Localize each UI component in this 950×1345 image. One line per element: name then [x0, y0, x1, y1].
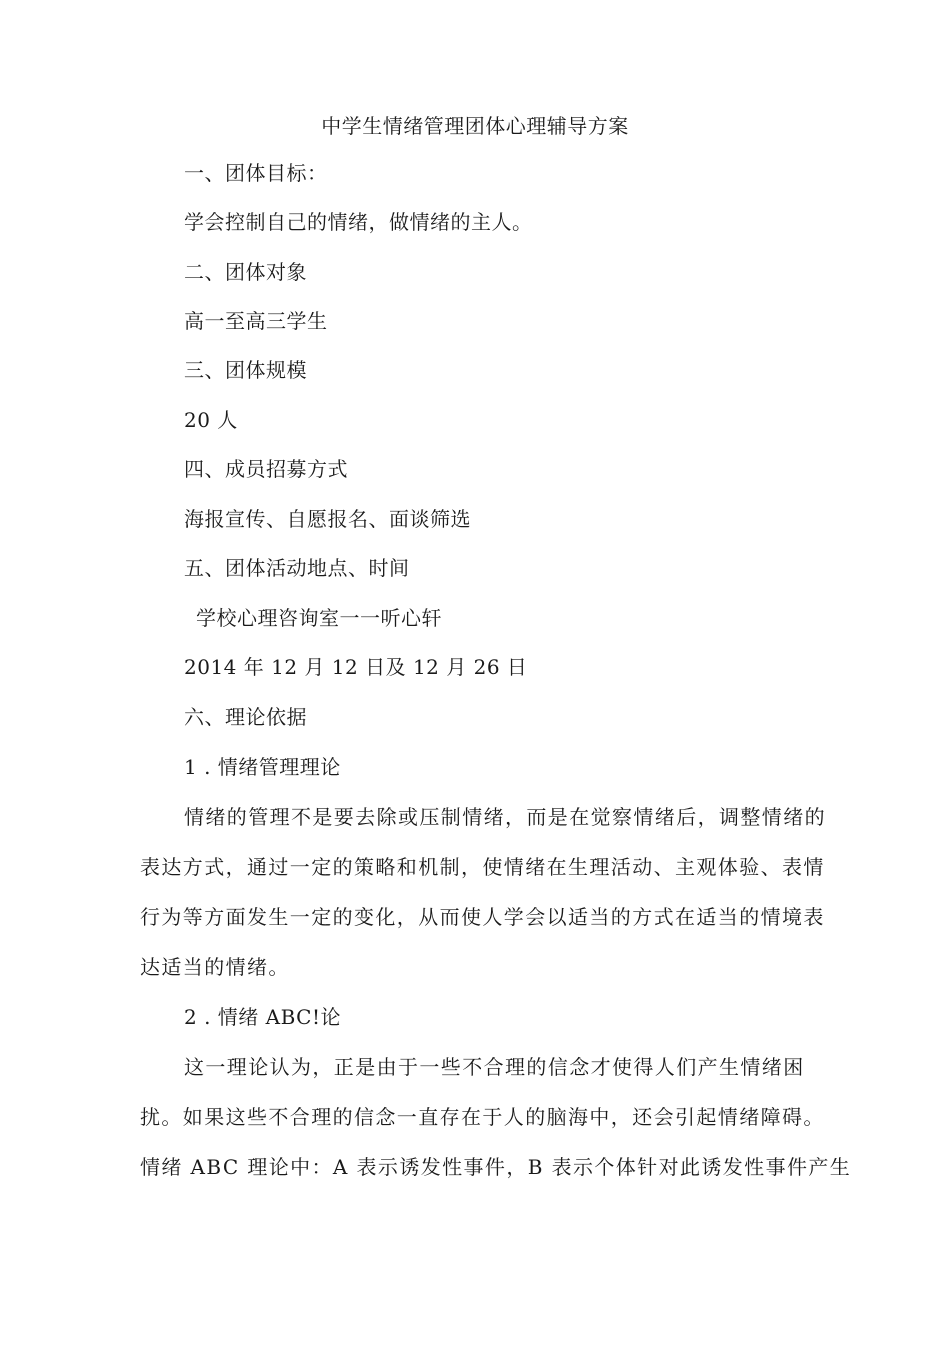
paragraph-line: 这一理论认为，正是由于一些不合理的信念才使得人们产生情绪困 [184, 1055, 805, 1079]
paragraph-line: 扰。如果这些不合理的信念一直存在于人的脑海中，还会引起情绪障碍。 [140, 1105, 825, 1129]
target-text: 高一至高三学生 [184, 309, 328, 333]
paragraph-line: 情绪 ABC 理论中：A 表示诱发性事件，B 表示个体针对此诱发性事件产生 [140, 1155, 852, 1179]
section-heading-goal: 一、团体目标： [184, 161, 328, 185]
section-heading-recruit: 四、成员招募方式 [184, 457, 348, 481]
document-title: 中学生情绪管理团体心理辅导方案 [321, 114, 629, 138]
section-heading-theory: 六、理论依据 [184, 705, 307, 729]
subheading-abc-theory: 2 . 情绪 ABC!论 [184, 1005, 342, 1029]
time-text: 2014 年 12 月 12 日及 12 月 26 日 [184, 655, 528, 679]
section-heading-place-time: 五、团体活动地点、时间 [184, 556, 410, 580]
paragraph-line: 表达方式，通过一定的策略和机制，使情绪在生理活动、主观体验、表情 [140, 855, 825, 879]
subheading-emotion-management: 1 . 情绪管理理论 [184, 755, 341, 779]
paragraph-line: 达适当的情绪。 [140, 955, 290, 979]
paragraph-line: 情绪的管理不是要去除或压制情绪，而是在觉察情绪后，调整情绪的 [184, 805, 826, 829]
paragraph-line: 行为等方面发生一定的变化，从而使人学会以适当的方式在适当的情境表 [140, 905, 825, 929]
recruit-text: 海报宣传、自愿报名、面谈筛选 [184, 507, 471, 531]
place-text: 学校心理咨询室一一听心轩 [196, 606, 442, 630]
section-heading-target: 二、团体对象 [184, 260, 307, 284]
section-heading-scale: 三、团体规模 [184, 358, 307, 382]
goal-text: 学会控制自己的情绪，做情绪的主人。 [184, 210, 533, 234]
scale-text: 20 人 [184, 408, 238, 432]
